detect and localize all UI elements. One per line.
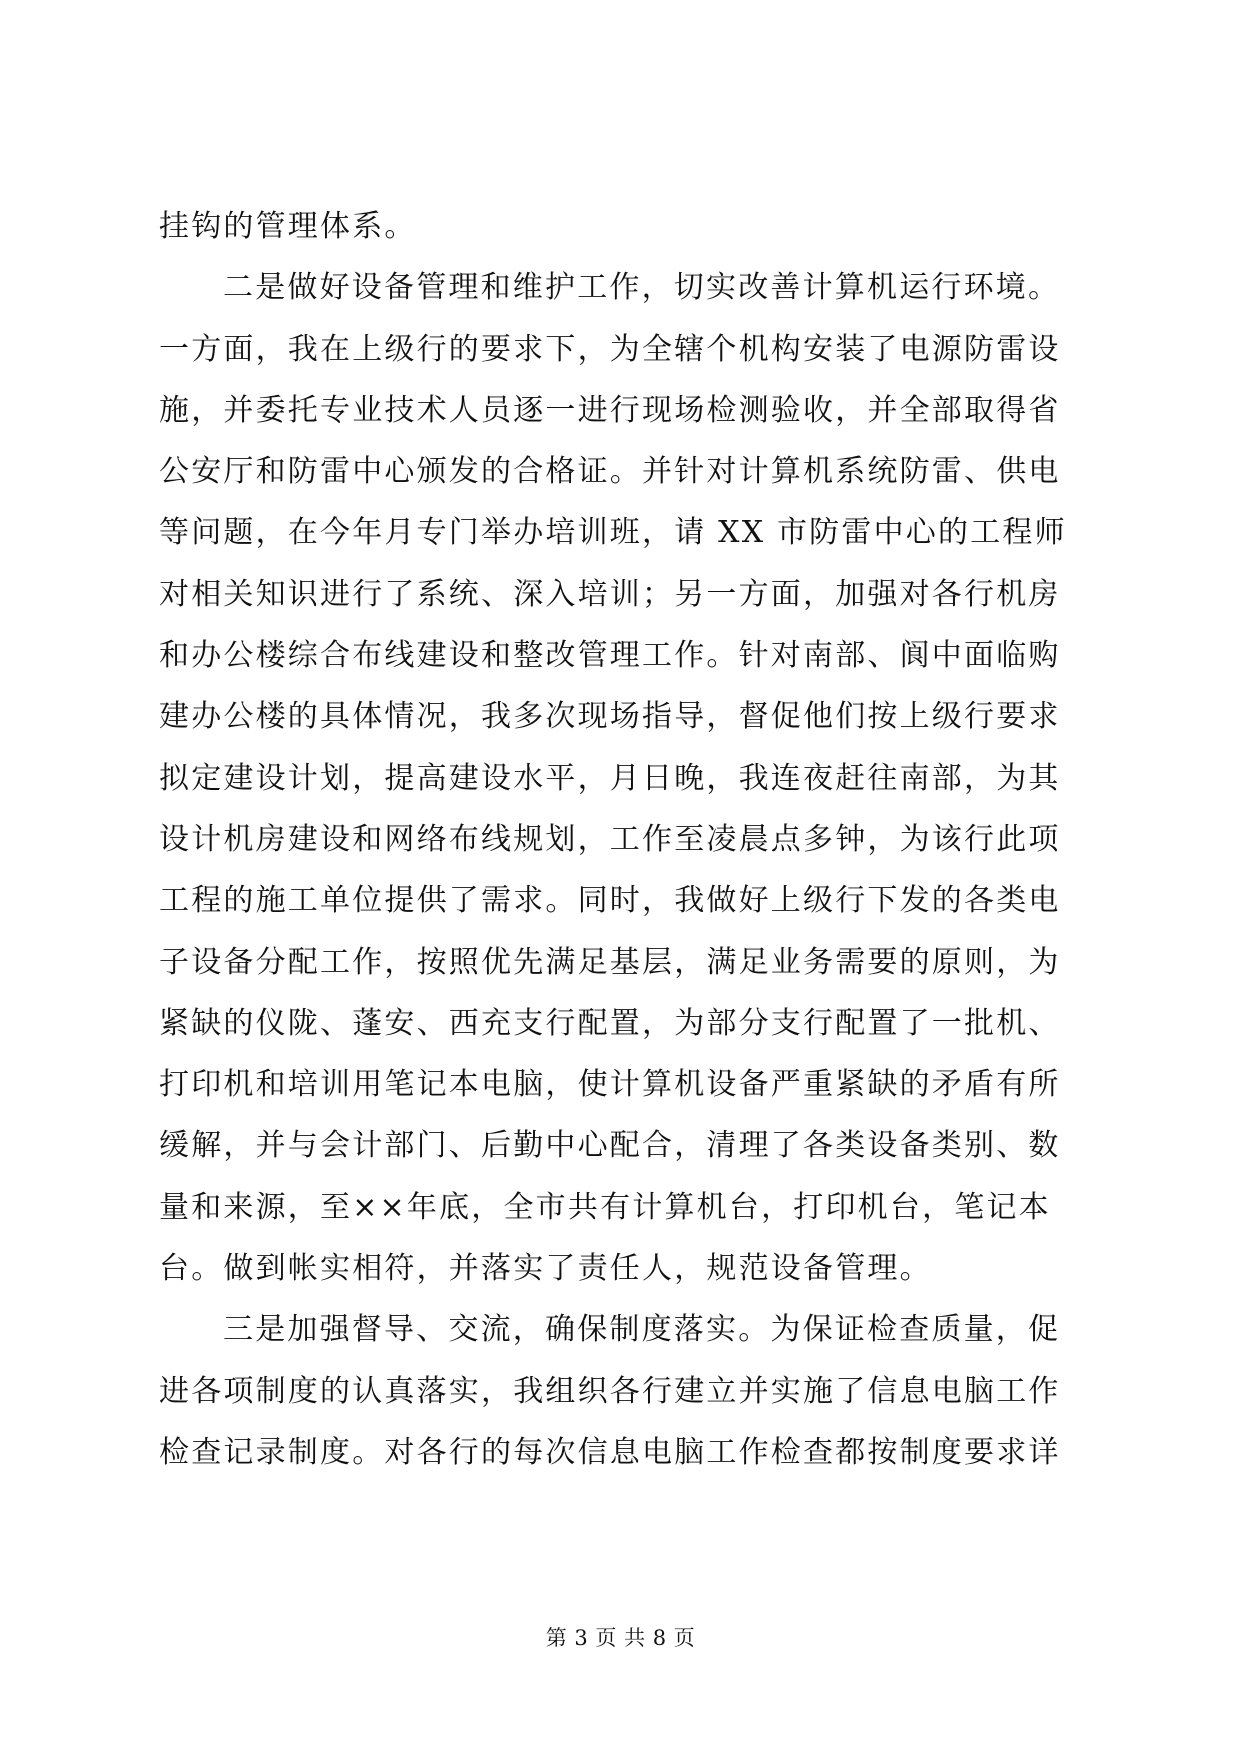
document-body [159,196,1099,1483]
page-number-footer: 第 3 页 共 8 页 [545,1626,696,1650]
text-line: 挂钩的管理体系。 [159,209,417,244]
text-line: 拟定建设计划，提高建设水平，月日晚，我连夜赶往南部，为其 [159,760,1061,796]
text-line: 施，并委托专业技术人员逐一进行现场检测验收，并全部取得省 [159,392,1061,428]
text-line: 台。做到帐实相符，并落实了责任人，规范设备管理。 [159,1251,932,1287]
text-line: 二是做好设备管理和维护工作，切实改善计算机运行环境。 [223,270,1061,306]
text-line: 打印机和培训用笔记本电脑，使计算机设备严重紧缺的矛盾有所 [159,1067,1061,1103]
text-line: 和办公楼综合布线建设和整改管理工作。针对南部、阆中面临购 [159,638,1061,674]
text-line: 设计机房建设和网络布线规划，工作至凌晨点多钟，为该行此项 [159,821,1061,857]
text-line: 量和来源，至××年底，全市共有计算机台，打印机台，笔记本 [159,1189,1051,1225]
text-line: 等问题，在今年月专门举办培训班，请 XX 市防雷中心的工程师 [159,515,1067,551]
text-line: 检查记录制度。对各行的每次信息电脑工作检查都按制度要求详 [159,1434,1061,1470]
text-line: 缓解，并与会计部门、后勤中心配合，清理了各类设备类别、数 [159,1128,1061,1164]
text-line: 对相关知识进行了系统、深入培训；另一方面，加强对各行机房 [159,576,1061,612]
text-line: 公安厅和防雷中心颁发的合格证。并针对计算机系统防雷、供电 [159,454,1061,490]
text-line: 进各项制度的认真落实，我组织各行建立并实施了信息电脑工作 [159,1373,1061,1409]
text-line: 三是加强督导、交流，确保制度落实。为保证检查质量，促 [223,1312,1061,1348]
text-line: 紧缺的仪陇、蓬安、西充支行配置，为部分支行配置了一批机、 [159,1005,1061,1041]
text-line: 一方面，我在上级行的要求下，为全辖个机构安装了电源防雷设 [159,331,1061,367]
text-line: 子设备分配工作，按照优先满足基层，满足业务需要的原则，为 [159,944,1061,980]
text-line: 工程的施工单位提供了需求。同时，我做好上级行下发的各类电 [159,883,1061,919]
text-line: 建办公楼的具体情况，我多次现场指导，督促他们按上级行要求 [159,699,1061,735]
